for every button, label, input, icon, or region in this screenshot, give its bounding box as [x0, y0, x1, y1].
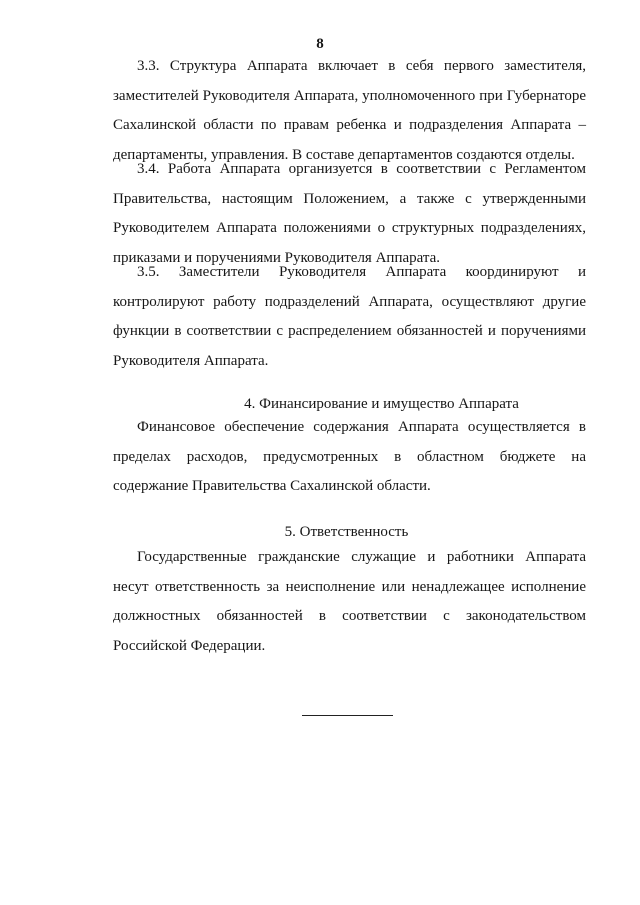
paragraph-3-4: 3.4. Работа Аппарата организуется в соответствии с Регламентом Правительства, настоящим Положением, а также с утвержденными Руководителем Аппарата положениями о структурных подразделениях, приказами и поручениями Руководителя Аппарата.: [113, 161, 586, 266]
paragraph-3-5: 3.5. Заместители Руководителя Аппарата координируют и контролируют работу подразделений Аппарата, осуществляют другие функции в соответствии с распределением обязанностей и поручениями Руководителя Аппарата.: [113, 264, 586, 369]
paragraph-responsibility: Государственные гражданские служащие и работники Аппарата несут ответственность за неисполнение или ненадлежащее исполнение должностных обязанностей в соответствии с законодательством Российской Федерации.: [113, 549, 586, 654]
paragraph-3-3: 3.3. Структура Аппарата включает в себя первого заместителя, заместителей Руководителя Аппарата, уполномоченного при Губернаторе Сахалинской области по правам ребенка и подразделения Аппарата – департаменты, управления. В составе департаментов создаются отделы.: [113, 58, 586, 163]
section-heading-responsibility: 5. Ответственность: [284, 524, 409, 540]
section-heading-financing: 4. Финансирование и имущество Аппарата: [244, 396, 519, 412]
page-number: 8: [316, 36, 324, 52]
end-divider: [302, 715, 393, 716]
paragraph-financing: Финансовое обеспечение содержания Аппарата осуществляется в пределах расходов, предусмотренных в областном бюджете на содержание Правительства Сахалинской области.: [113, 419, 586, 494]
